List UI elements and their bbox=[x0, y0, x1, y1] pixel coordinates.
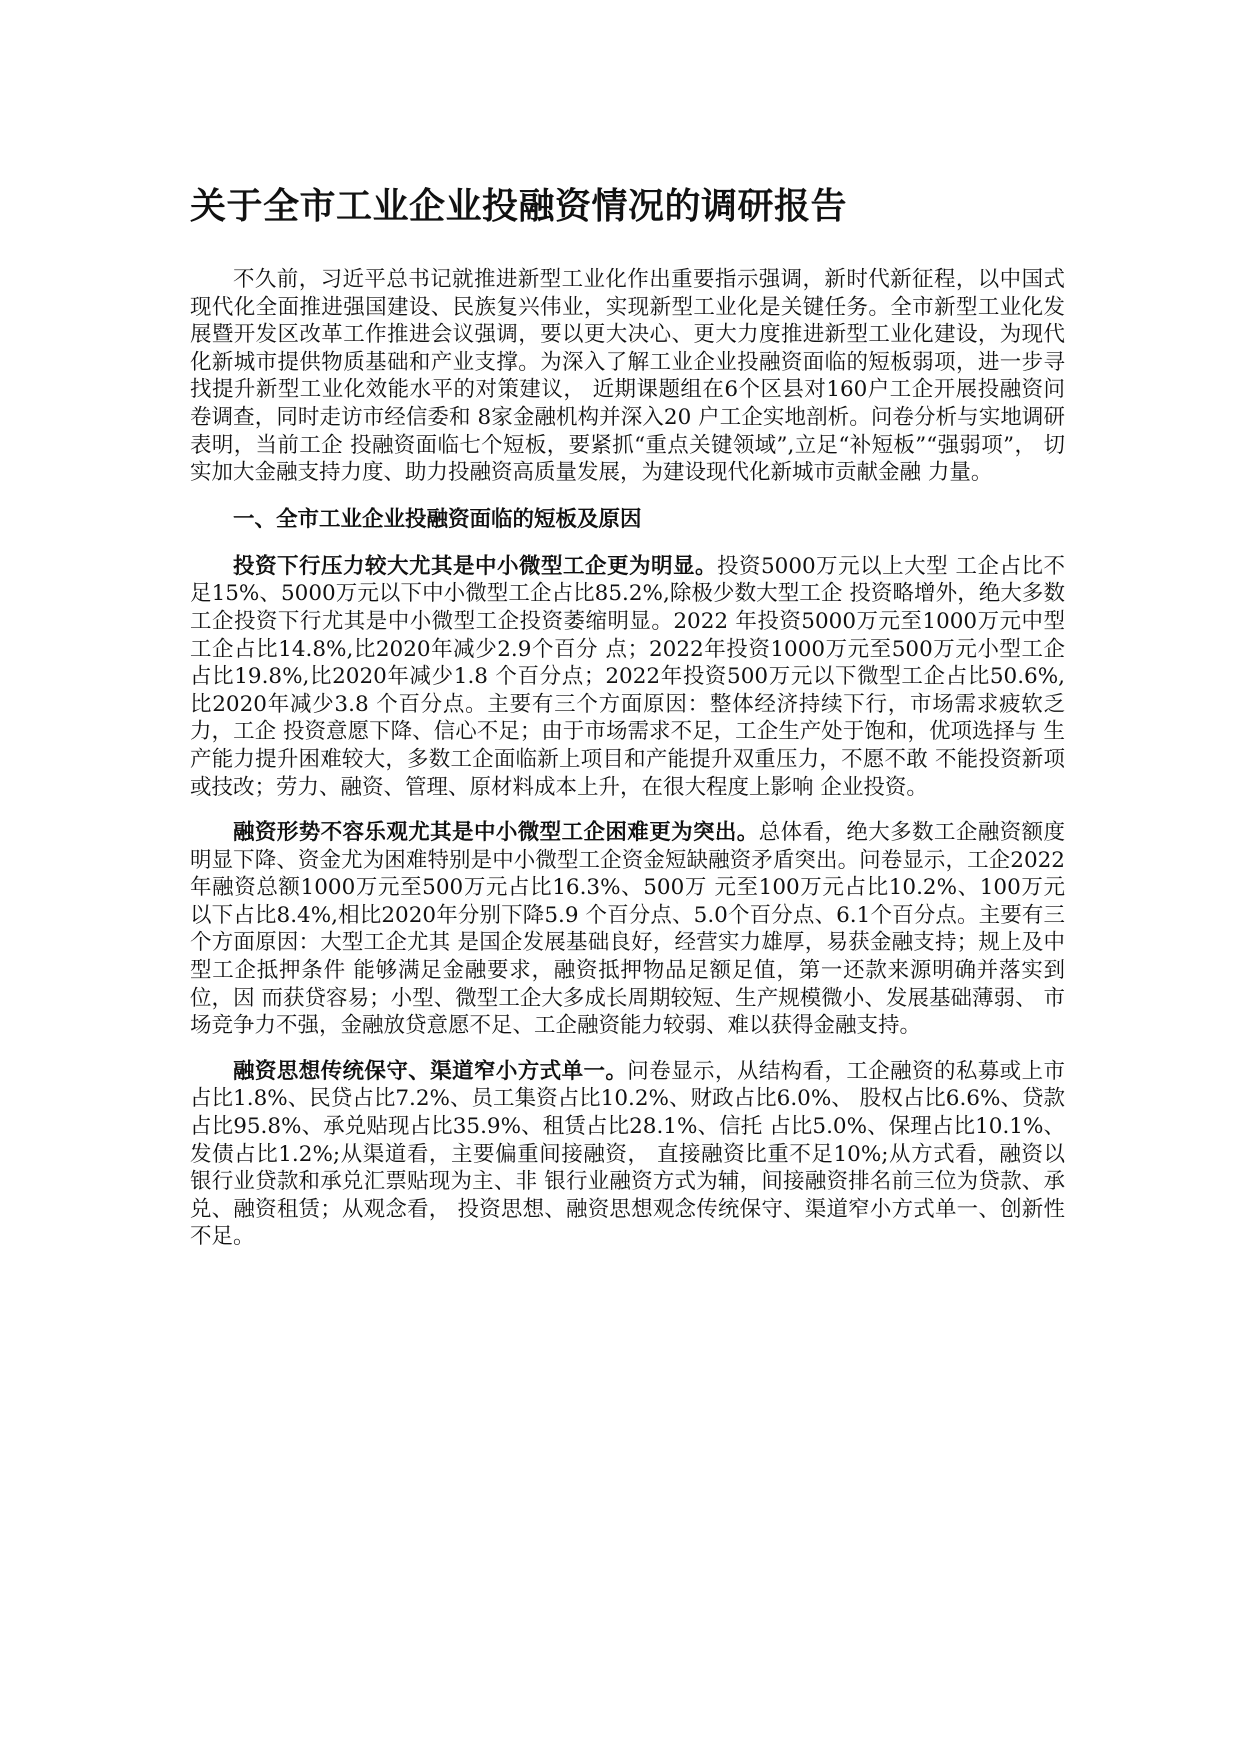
intro-paragraph: 不久前，习近平总书记就推进新型工业化作出重要指示强调，新时代新征程，以中国式现代化全面推进强国建设、民族复兴伟业，实现新型工业化是关键任务。全市新型工业化发展暨开发区改革工作推进会议强调，要以更大决心、更大力度推进新型工业化建设，为现代化新城市提供物质基础和产业支撑。为深入了解工业企业投融资面临的短板弱项，进一步寻找提升新型工业化效能水平的对策建议， 近期课题组在6个区县对160户工企开展投融资问卷调查，同时走访市经信委和 8家金融机构并深入20 户工企实地剖析。问卷分析与实地调研表明，当前工企 投融资面临七个短板，要紧抓“重点关键领域”,立足“补短板”“强弱项”， 切实加大金融支持力度、助力投融资高质量发展，为建设现代化新城市贡献金融 力量。 bbox=[190, 267, 1065, 486]
paragraph-body: 投资5000万元以上大型 工企占比不足15%、5000万元以下中小微型工企占比85.2%,除极少数大型工企 投资略增外，绝大多数工企投资下行尤其是中小微型工企投资萎缩明显。2022 年投资5000万元至1000万元中型工企占比14.8%,比2020年减少2.9个百分 点；2022年投资1000万元至500万元小型工企占比19.8%,比2020年减少1.8 个百分点；2022年投资500万元以下微型工企占比50.6%,比2020年减少3.8 个百分点。主要有三个方面原因：整体经济持续下行，市场需求疲软乏力，工企 投资意愿下降、信心不足；由于市场需求不足，工企生产处于饱和，优项选择与 生产能力提升困难较大，多数工企面临新上项目和产能提升双重压力，不愿不敢 不能投资新项或技改；劳力、融资、管理、原材料成本上升，在很大程度上影响 企业投资。 bbox=[190, 553, 1065, 800]
paragraph-channels bbox=[190, 1058, 1065, 1251]
document-title: 关于全市工业企业投融资情况的调研报告 bbox=[190, 186, 848, 227]
section-heading: 一、全市工业企业投融资面临的短板及原因 bbox=[233, 506, 642, 532]
document-page bbox=[190, 182, 1065, 1269]
paragraph-financing bbox=[190, 819, 1065, 1040]
paragraph-lead: 融资形势不容乐观尤其是中小微型工企困难更为突出。 bbox=[233, 820, 759, 846]
paragraph-lead: 投资下行压力较大尤其是中小微型工企更为明显。 bbox=[233, 553, 717, 579]
paragraph-lead: 融资思想传统保守、渠道窄小方式单一。 bbox=[233, 1058, 628, 1084]
paragraph-body: 问卷显示，从结构看，工企融资的私募或上市占比1.8%、民贷占比7.2%、员工集资占比10.2%、财政占比6.0%、 股权占比6.6%、贷款占比95.8%、承兑贴现占比35.9%、租赁占比28.1%、信托 占比5.0%、保理占比10.1%、发债占比1.2%;从渠道看，主要偏重间接融资， 直接融资比重不足10%;从方式看，融资以银行业贷款和承兑汇票贴现为主、非 银行业融资方式为辅，间接融资排名前三位为贷款、承兑、融资租赁；从观念看， 投资思想、融资思想观念传统保守、渠道窄小方式单一、创新性不足。 bbox=[190, 1058, 1065, 1250]
paragraph-body: 总体看，绝大多数工企融资额度明显下降、资金尤为困难特别是中小微型工企资金短缺融资矛盾突出。问卷显示，工企2022年融资总额1000万元至500万元占比16.3%、500万 元至100万元占比10.2%、100万元以下占比8.4%,相比2020年分别下降5.9 个百分点、5.0个百分点、6.1个百分点。主要有三个方面原因：大型工企尤其 是国企发展基础良好，经营实力雄厚，易获金融支持；规上及中型工企抵押条件 能够满足金融要求，融资抵押物品足额足值，第一还款来源明确并落实到位，因 而获贷容易；小型、微型工企大多成长周期较短、生产规模微小、发展基础薄弱、 市场竞争力不强，金融放贷意愿不足、工企融资能力较弱、难以获得金融支持。 bbox=[190, 820, 1065, 1039]
paragraph-investment bbox=[190, 553, 1065, 801]
